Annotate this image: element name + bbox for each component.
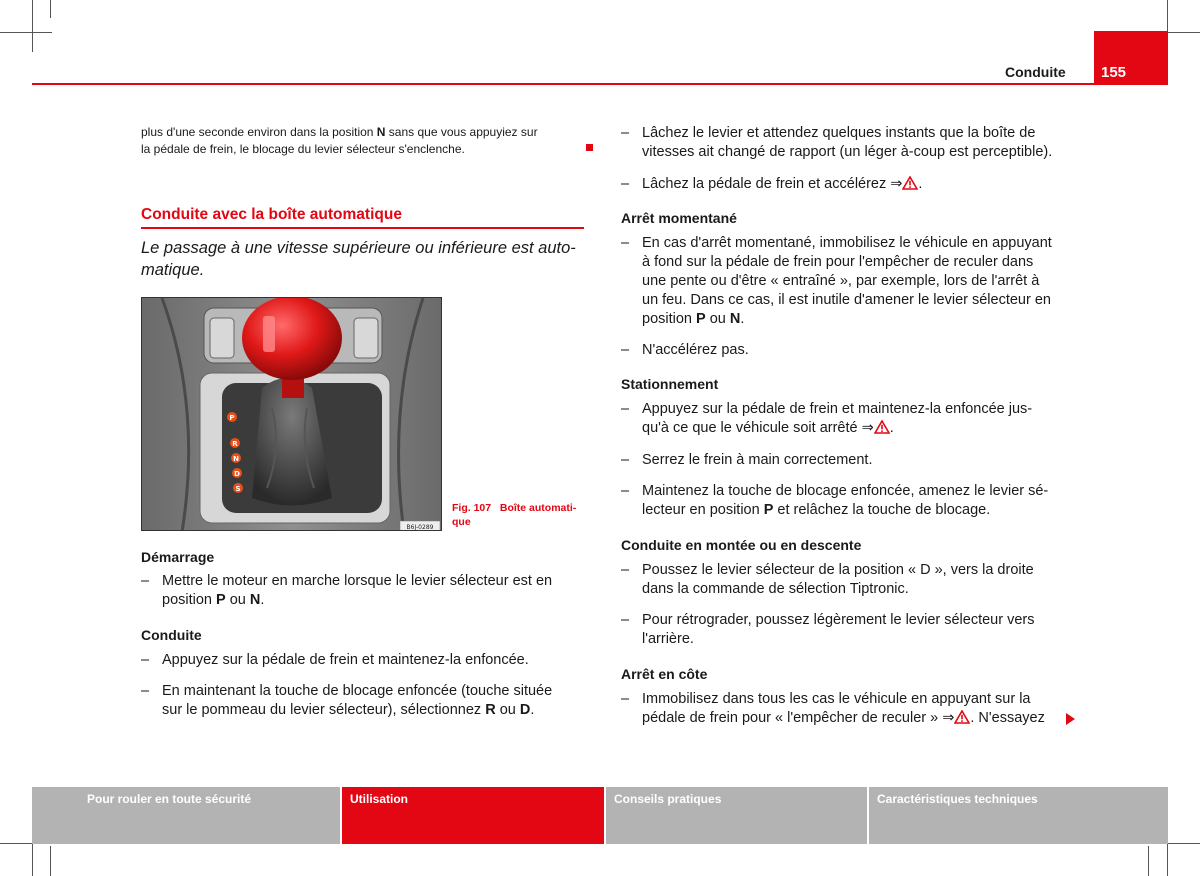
footer-tab-label: Caractéristiques techniques	[877, 792, 1038, 806]
section-rule	[141, 227, 584, 229]
crop-mark	[50, 0, 51, 18]
subheading-arret-momentane: Arrêt momentané	[621, 210, 737, 226]
lead-paragraph: Le passage à une vitesse supérieure ou inférieure est auto- matique.	[141, 239, 576, 279]
list-item: – Immobilisez dans tous les cas le véhicule en appuyant sur la pédale de frein pour « l'empêcher de reculer » ⇒ . N'essayez	[621, 691, 1045, 726]
subheading-arret-en-cote: Arrêt en côte	[621, 666, 708, 682]
crop-mark	[0, 32, 52, 33]
figure-code: B6J-0289	[406, 524, 434, 531]
section-title: Conduite avec la boîte automatique	[141, 206, 402, 223]
warning-triangle-icon	[902, 176, 918, 190]
crop-mark	[32, 0, 33, 52]
footer-tab-utilisation[interactable]	[342, 787, 604, 844]
list-item: – N'accélérez pas.	[621, 342, 749, 358]
list-item: – Lâchez la pédale de frein et accélérez ⇒ .	[621, 176, 923, 192]
warning-triangle-icon	[874, 420, 890, 434]
list-item: – En maintenant la touche de blocage enfoncée (touche située sur le pommeau du levier sélecteur), sélectionnez R ou D.	[141, 683, 553, 718]
list-item: – Appuyez sur la pédale de frein et maintenez-la enfoncée jus- qu'à ce que le véhicule soit arrêté ⇒ .	[621, 401, 1033, 436]
gear-shifter-figure	[141, 297, 442, 531]
footer-tab-label: Conseils pratiques	[614, 792, 722, 806]
subheading-demarrage: Démarrage	[141, 549, 215, 565]
gear-label-s: S	[235, 485, 241, 493]
list-item: – Appuyez sur la pédale de frein et maintenez-la enfoncée.	[141, 652, 529, 668]
figure-caption: Fig. 107 Boîte automati- que	[452, 502, 577, 528]
warning-triangle-icon	[954, 710, 970, 724]
gear-label-n: N	[233, 455, 239, 463]
gear-label-r: R	[232, 440, 238, 448]
gear-label-p: P	[229, 414, 235, 422]
subheading-montee-descente: Conduite en montée ou en descente	[621, 537, 862, 553]
gear-shifter-illustration	[142, 298, 442, 531]
page-number	[1094, 31, 1168, 85]
footer-tab-label: Pour rouler en toute sécurité	[87, 792, 252, 806]
subheading-stationnement: Stationnement	[621, 376, 719, 392]
list-item: – Pour rétrograder, poussez légèrement le levier sélecteur vers l'arrière.	[621, 612, 1035, 647]
list-item: – Poussez le levier sélecteur de la position « D », vers la droite dans la commande de sélection Tiptronic.	[621, 562, 1034, 597]
footer-tab-label: Utilisation	[350, 792, 409, 806]
footer-tab-securite[interactable]	[32, 787, 340, 844]
subheading-conduite: Conduite	[141, 627, 202, 643]
list-item: – Mettre le moteur en marche lorsque le levier sélecteur est en position P ou N.	[141, 573, 553, 608]
intro-paragraph: plus d'une seconde environ dans la position N sans que vous appuyiez sur la pédale de frein, le blocage du levier sélecteur s'enclenche.	[141, 125, 538, 156]
page-number-text: 155	[1101, 64, 1127, 81]
chapter-title: Conduite	[1005, 64, 1066, 80]
list-item: – Serrez le frein à main correctement.	[621, 452, 873, 468]
footer-tab-conseils[interactable]	[606, 787, 867, 844]
crop-mark	[1148, 846, 1149, 876]
end-of-section-marker	[586, 144, 593, 151]
list-item: – Lâchez le levier et attendez quelques instants que la boîte de vitesses ait changé de rapport (un léger à-coup est perceptible).	[621, 125, 1053, 160]
header-rule	[32, 83, 1168, 85]
list-item: – En cas d'arrêt momentané, immobilisez le véhicule en appuyant à fond sur la pédale de frein pour l'empêcher de reculer dans une pente ou d'être « entraîné », par exemple, lors de l'arrêt à un feu. Dans ce cas, il est inutile d'amener le levier sélecteur en position P ou N.	[621, 235, 1052, 327]
continue-arrow-icon	[1066, 713, 1075, 725]
gear-label-d: D	[234, 470, 240, 478]
footer-tab-caracteristiques[interactable]	[869, 787, 1168, 844]
crop-mark	[50, 846, 51, 876]
list-item: – Maintenez la touche de blocage enfoncée, amenez le levier sé- lecteur en position P et relâchez la touche de blocage.	[621, 483, 1049, 518]
